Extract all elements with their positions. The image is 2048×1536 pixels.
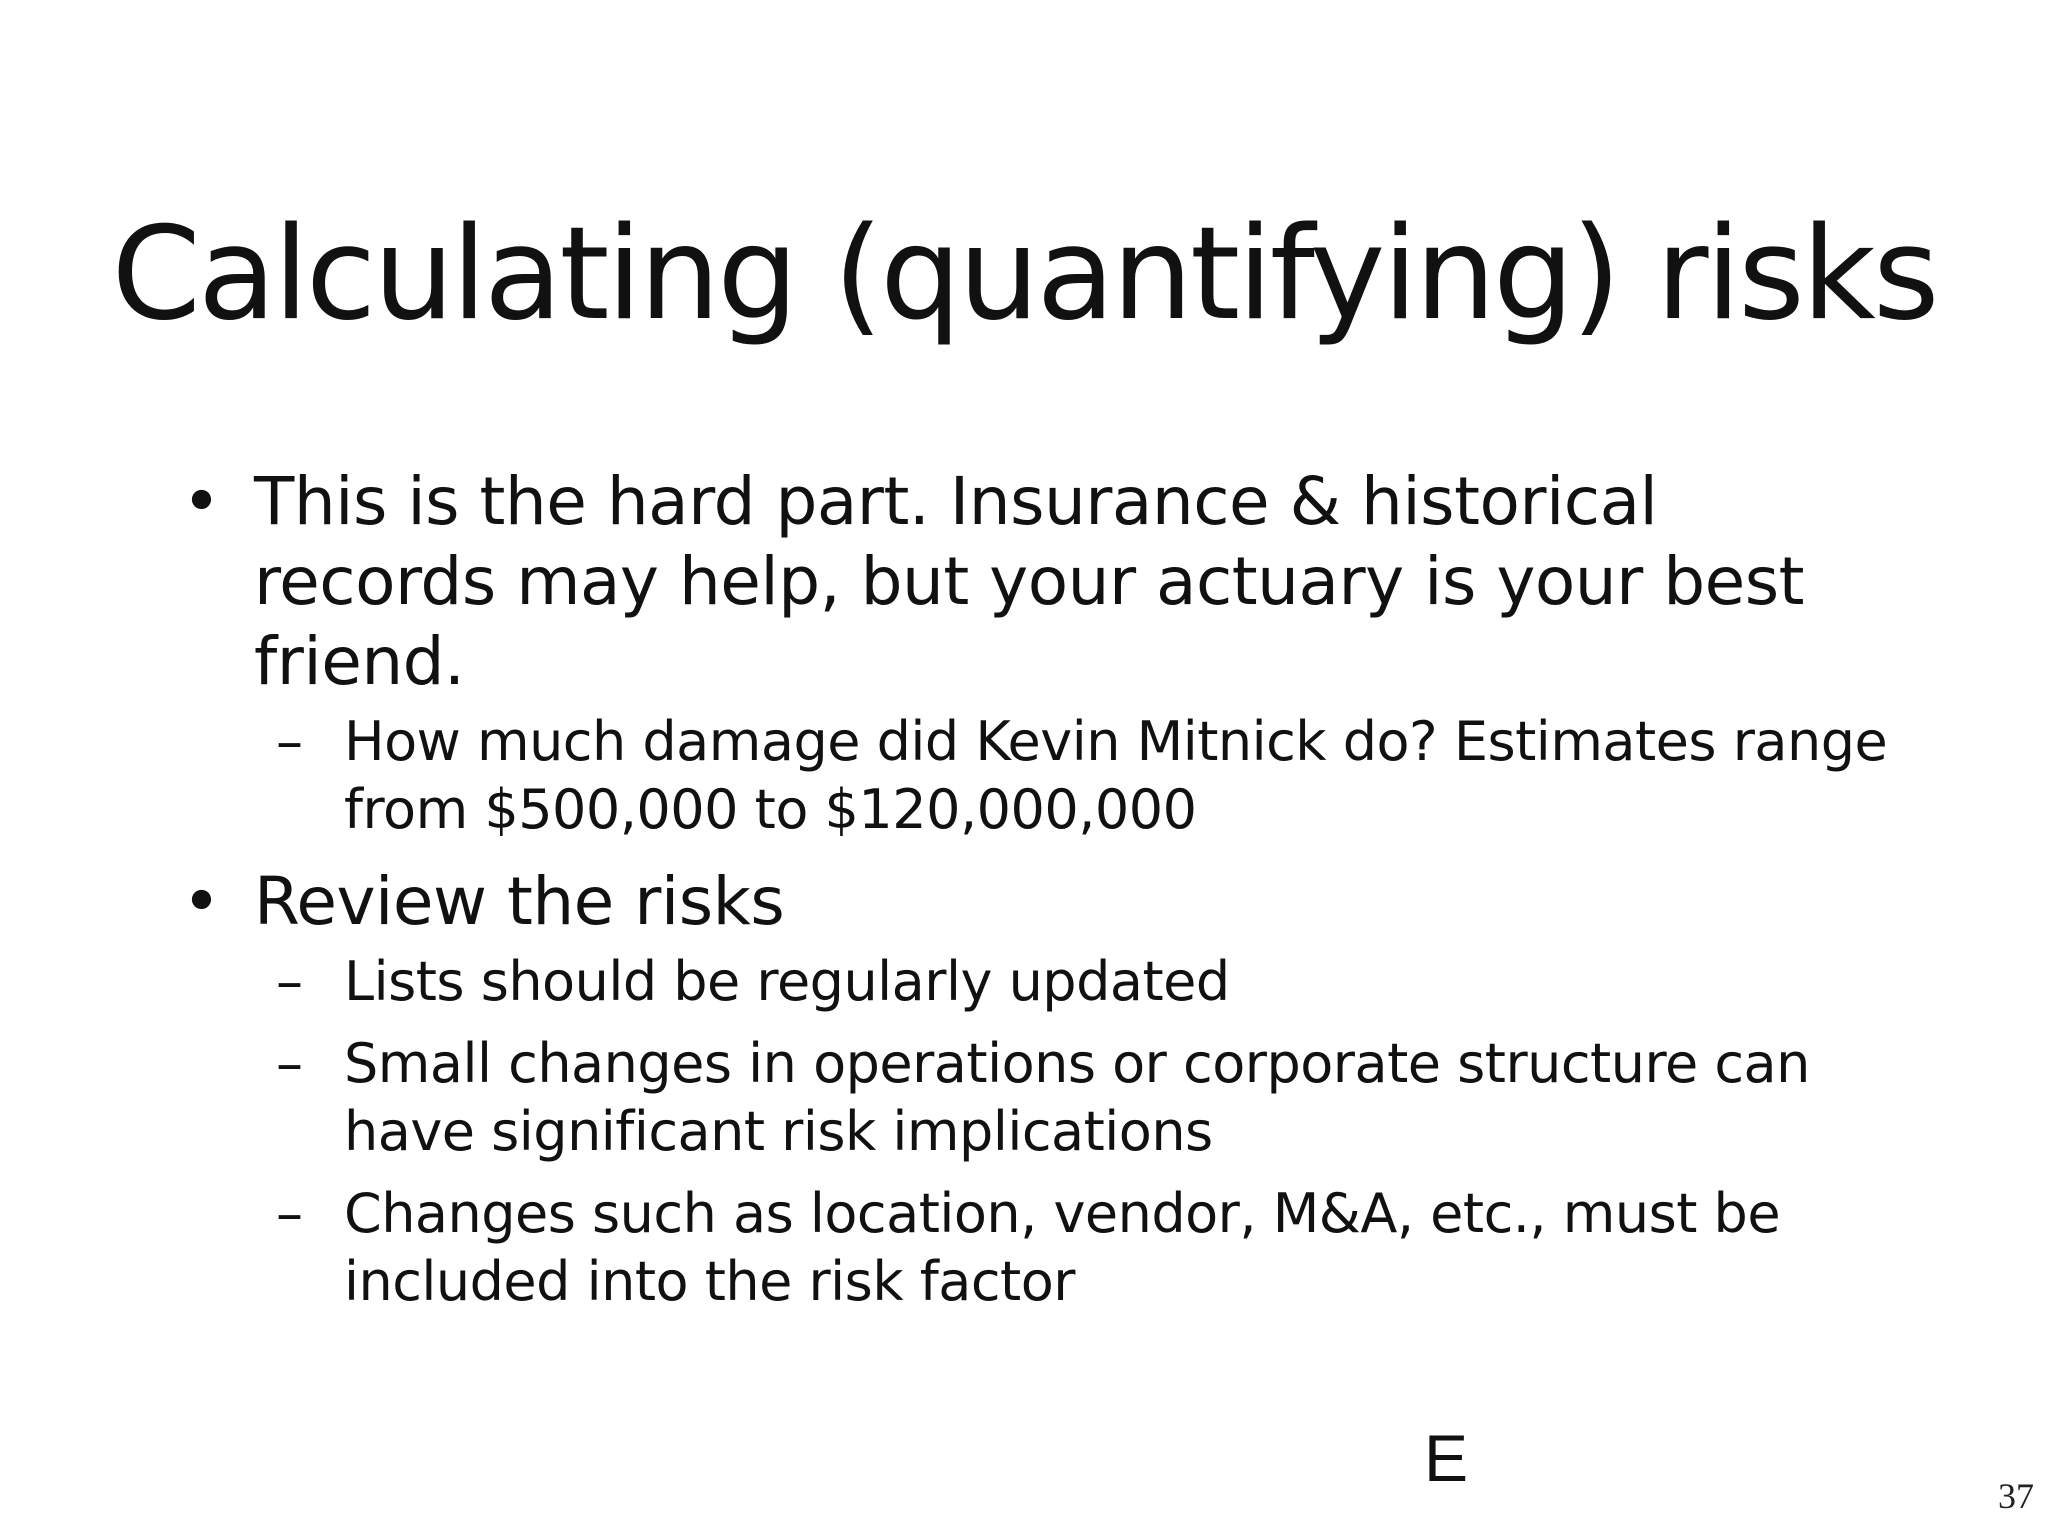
footer-mark: E [1424, 1421, 1469, 1495]
sub-item-text: Small changes in operations or corporate structure can have significant risk implications [344, 1032, 1810, 1163]
bullet-item [170, 462, 1910, 702]
sub-item-text: Lists should be regularly updated [344, 950, 1230, 1013]
dash-icon: – [276, 710, 303, 773]
slide-content [170, 462, 1910, 1330]
bullet-icon: • [182, 463, 221, 540]
dash-icon: – [276, 1182, 303, 1245]
sub-item [170, 1180, 1910, 1316]
page-number: 37 [1998, 1476, 2034, 1516]
sub-item-text: Changes such as location, vendor, M&A, etc., must be included into the risk factor [344, 1182, 1781, 1313]
dash-icon: – [276, 950, 303, 1013]
slide-title: Calculating (quantifying) risks [111, 200, 1937, 349]
bullet-text: This is the hard part. Insurance & historical records may help, but your actuary is your best friend. [254, 463, 1804, 700]
bullet-text: Review the risks [254, 863, 785, 940]
dash-icon: – [276, 1032, 303, 1095]
sub-item [170, 948, 1910, 1016]
sub-item [170, 1030, 1910, 1166]
bullet-icon: • [182, 863, 221, 940]
bullet-item [170, 862, 1910, 942]
sub-item-text: How much damage did Kevin Mitnick do? Estimates range from $500,000 to $120,000,000 [344, 710, 1888, 841]
sub-list [170, 708, 1910, 844]
sub-list [170, 948, 1910, 1316]
sub-item [170, 708, 1910, 844]
